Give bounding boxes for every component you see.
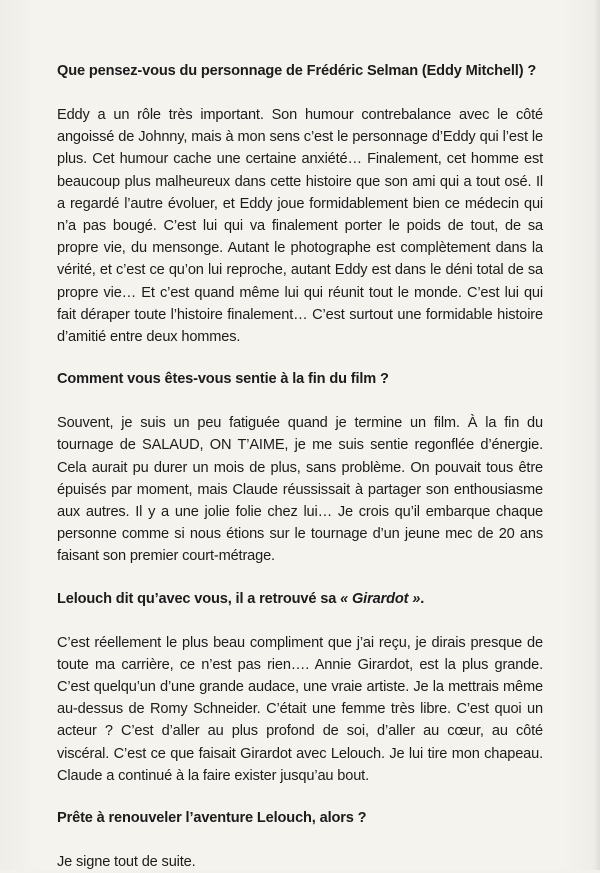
answer-2: Souvent, je suis un peu fatiguée quand je termine un film. À la fin du tournage de SALAUD, ON T’AIME, je me suis sentie regonflée d’énergie. Cela aurait pu durer un mois de plus, sans problème. On pouvait tous être épuisés par moment, mais Claude réussissait à partager son enthousiasme aux autres. Il y a une jolie folie chez lui… Je crois qu’il embarque chaque personne comme si nous étions sur le tournage d’un jeune mec de 20 ans faisant son premier court-métrage. <box>57 415 543 565</box>
question-2: Comment vous êtes-vous sentie à la fin du film ? <box>57 371 389 388</box>
question-4: Prête à renouveler l’aventure Lelouch, alors ? <box>57 810 367 827</box>
interview-text <box>57 60 543 873</box>
question-1: Que pensez-vous du personnage de Frédéric Selman (Eddy Mitchell) ? <box>57 63 537 79</box>
question-3-suffix: . <box>420 590 425 607</box>
answer-3: C’est réellement le plus beau compliment que j’ai reçu, je dirais presque de toute ma carrière, ce n’est pas rien…. Annie Girardot, est la plus grande. C’est quelqu’un d’une grande audace, une vraie artiste. Je la mettrais même au-dessus de Romy Schneider. C’était une femme très libre. C’est quoi un acteur ? C’est d’aller au plus profond de soi, d’aller au cœur, au côté viscéral. C’est ce que faisait Girardot avec Lelouch. Je lui tire mon chapeau. Claude a continué à la faire exister jusqu’au bout. <box>57 634 543 784</box>
question-3 <box>57 588 543 610</box>
question-3-emphasis: « Girardot » <box>340 590 421 607</box>
page-spine-shadow <box>594 0 600 870</box>
answer-4: Je signe tout de suite. <box>57 854 196 871</box>
question-3-prefix: Lelouch dit qu’avec vous, il a retrouvé sa <box>57 590 341 607</box>
answer-1: Eddy a un rôle très important. Son humour contrebalance avec le côté angoissé de Johnny, mais à mon sens c’est le personnage d’Eddy qui l’est le plus. Cet humour cache une certaine anxiété… Finalement, cet homme est beaucoup plus malheureux dans cette histoire que son ami qui a tout osé. Il a regardé l’autre évoluer, et Eddy joue formidablement bien ce médecin qui n’a pas bougé. C’est lui qui va finalement porter le poids de tout, de sa propre vie, du mensonge. Autant le photographe est complètement dans la vérité, et c’est ce qu’on lui reproche, autant Eddy est dans le déni total de sa propre vie… Et c’est quand même lui qui réunit tout le monde. C’est lui qui fait déraper toute l’histoire finalement… C’est surtout une formidable histoire d’amitié entre deux hommes. <box>57 107 543 346</box>
